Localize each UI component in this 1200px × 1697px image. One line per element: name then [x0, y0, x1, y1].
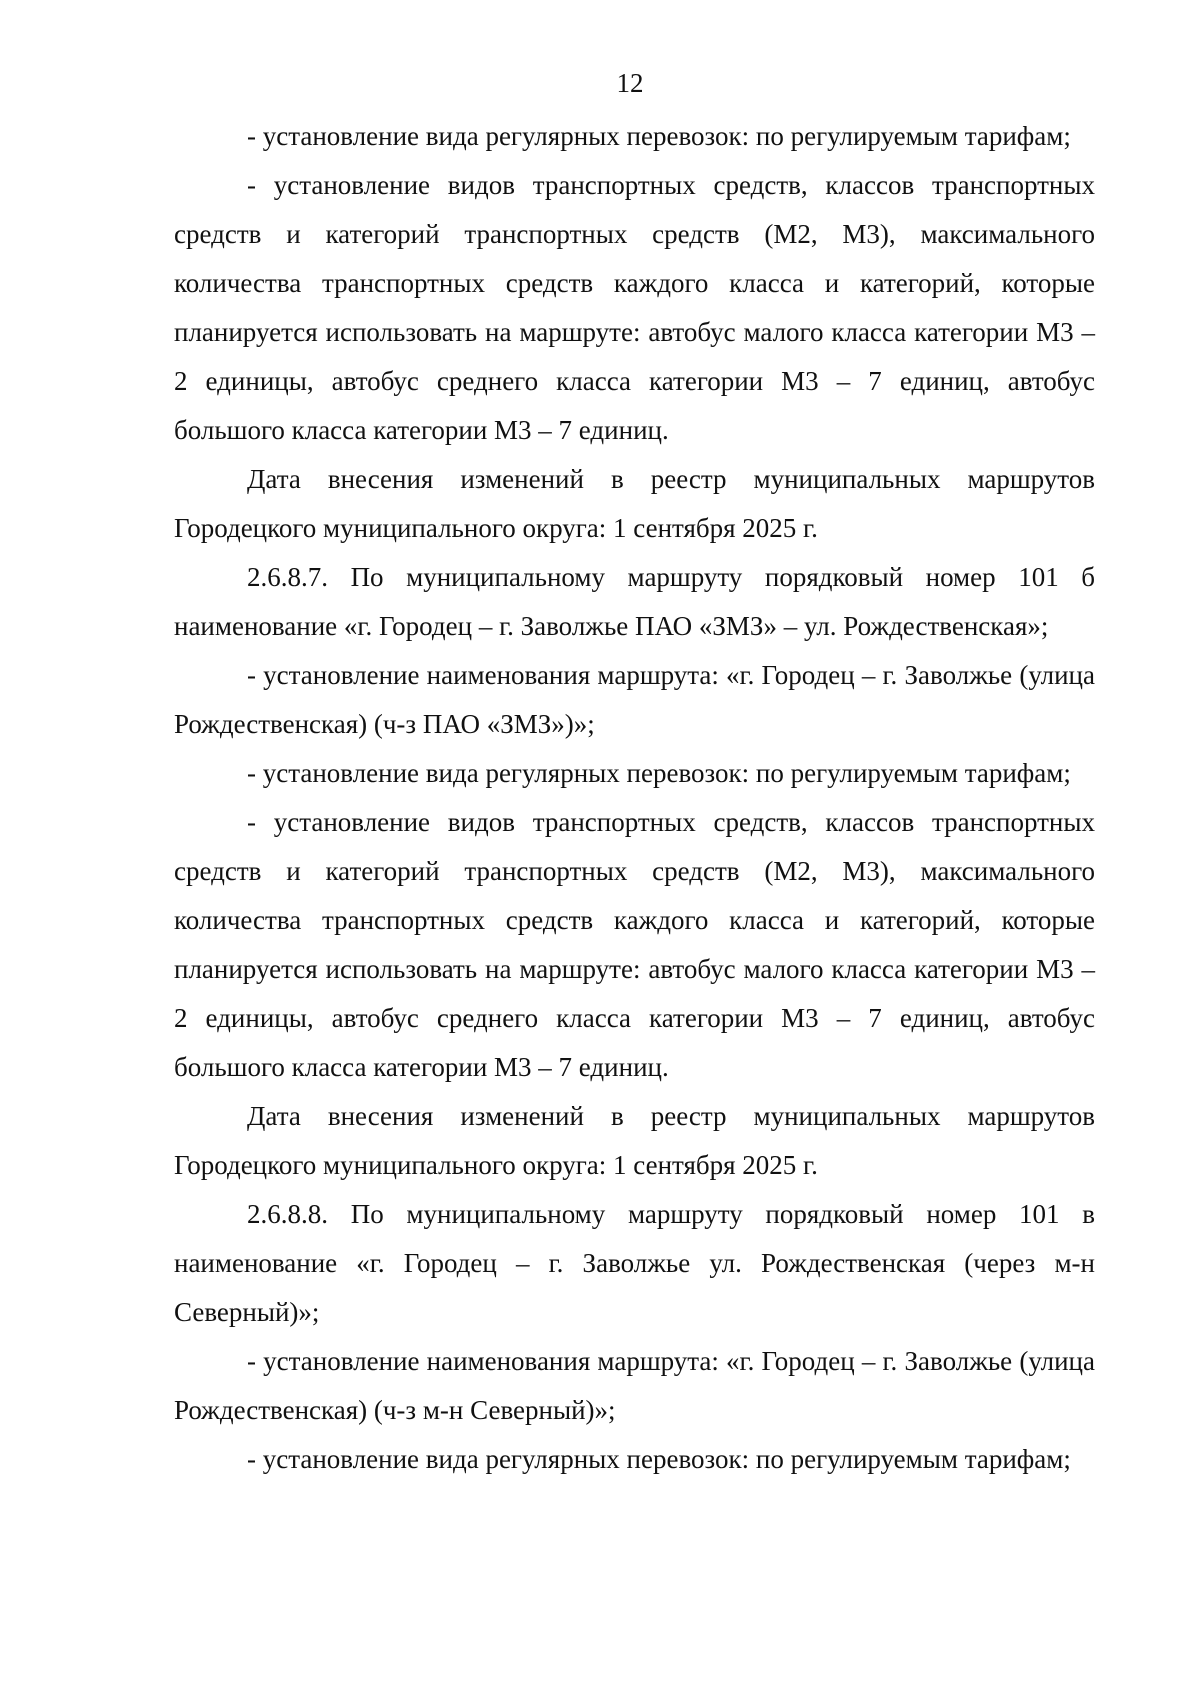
paragraph-registry-date: Дата внесения изменений в реестр муниципальных маршрутов Городецкого муниципального округа: 1 сентября 2025 г. [174, 1101, 1095, 1180]
paragraph-tariff-type: - установление вида регулярных перевозок: по регулируемым тарифам; [247, 758, 1071, 788]
paragraph-route-name: - установление наименования маршрута: «г. Городец – г. Заволжье (улица Рождественская) (ч-з ПАО «ЗМЗ»)»; [174, 660, 1095, 739]
paragraph-section-2-6-8-7: 2.6.8.7. По муниципальному маршруту порядковый номер 101 б наименование «г. Городец – г. Заволжье ПАО «ЗМЗ» – ул. Рождественская»; [174, 562, 1095, 641]
paragraph-vehicle-types: - установление видов транспортных средств, классов транспортных средств и категорий транспортных средств (М2, М3), максимального количества транспортных средств каждого класса и категорий, которые планируется использовать на маршруте: автобус малого класса категории М3 – 2 единицы, автобус среднего класса категории М3 – 7 единиц, автобус большого класса категории М3 – 7 единиц. [174, 807, 1095, 1082]
page-number: 12 [616, 68, 644, 98]
paragraph-registry-date: Дата внесения изменений в реестр муниципальных маршрутов Городецкого муниципального округа: 1 сентября 2025 г. [174, 464, 1095, 543]
paragraph-section-2-6-8-8: 2.6.8.8. По муниципальному маршруту порядковый номер 101 в наименование «г. Городец – г. Заволжье ул. Рождественская (через м-н Северный)»; [174, 1199, 1095, 1327]
paragraph-vehicle-types: - установление видов транспортных средств, классов транспортных средств и категорий транспортных средств (М2, М3), максимального количества транспортных средств каждого класса и категорий, которые планируется использовать на маршруте: автобус малого класса категории М3 – 2 единицы, автобус среднего класса категории М3 – 7 единиц, автобус большого класса категории М3 – 7 единиц. [174, 170, 1095, 445]
paragraph-tariff-type: - установление вида регулярных перевозок: по регулируемым тарифам; [247, 121, 1071, 151]
document-body [174, 112, 1095, 1484]
paragraph-route-name: - установление наименования маршрута: «г. Городец – г. Заволжье (улица Рождественская) (ч-з м-н Северный)»; [174, 1346, 1095, 1425]
paragraph-tariff-type: - установление вида регулярных перевозок: по регулируемым тарифам; [247, 1444, 1071, 1474]
